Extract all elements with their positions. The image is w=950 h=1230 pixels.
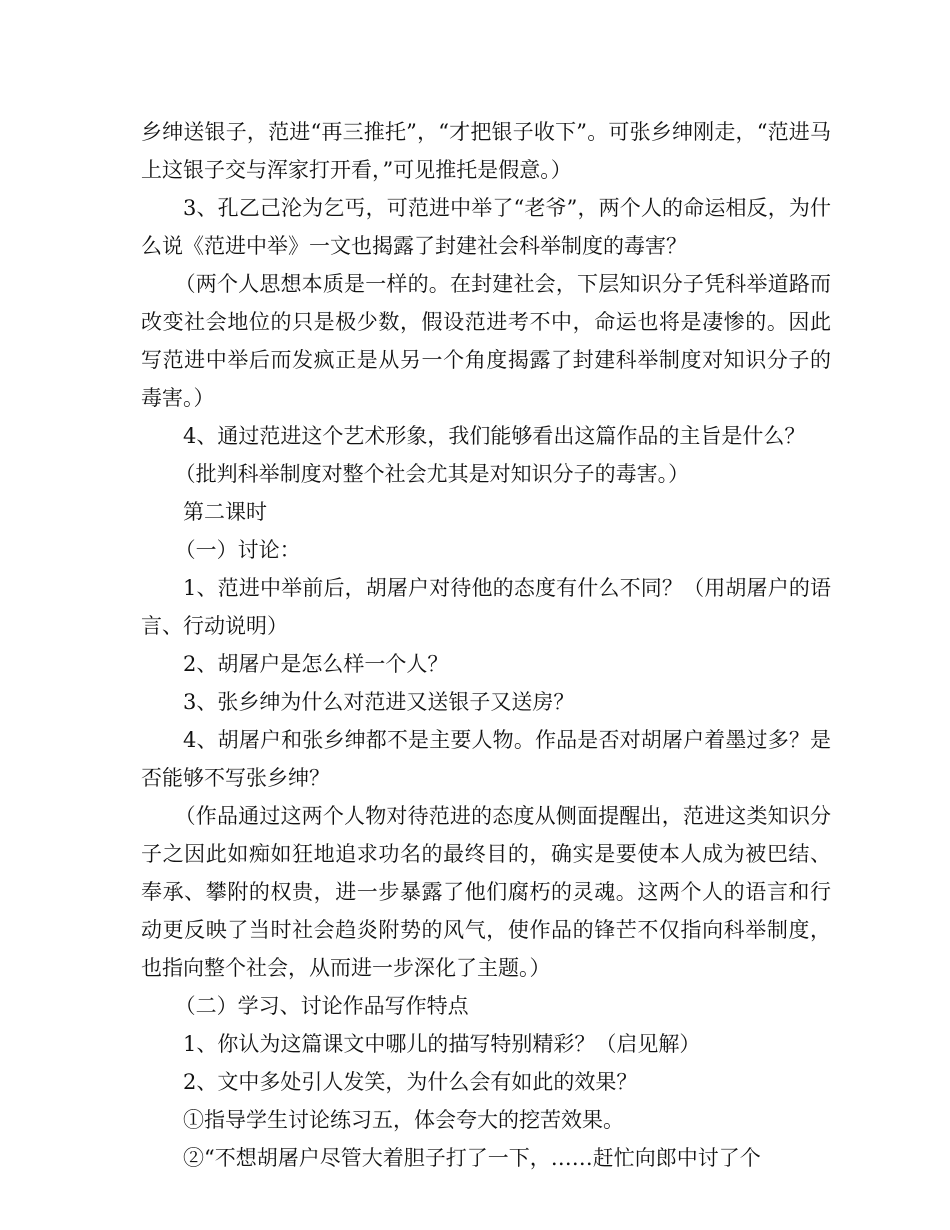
section-heading-lesson-2: 第二课时: [183, 500, 267, 524]
writing-subitem-1: ①指导学生讨论练习五，体会夸大的挖苦效果。: [183, 1108, 624, 1132]
discussion-item-2: 2、胡屠户是怎么样一个人？: [183, 652, 449, 676]
writing-subitem-2: ②“不想胡屠户尽管大着胆子打了一下，……赶忙向郎中讨了个: [183, 1146, 761, 1170]
paragraph-continuation: 乡绅送银子，范进“再三推托”，“才把银子收下”。可张乡绅刚走，“范进马上这银子交与浑家打开看，”可见推托是假意。）: [141, 120, 831, 182]
subheading-writing-features: （二）学习、讨论作品写作特点: [174, 994, 469, 1018]
question-4: 4、通过范进这个艺术形象，我们能够看出这篇作品的主旨是什么？: [183, 424, 806, 448]
writing-item-1: 1、你认为这篇课文中哪儿的描写特别精彩？（启见解）: [183, 1032, 701, 1056]
discussion-answer-4: （作品通过这两个人物对待范进的态度从侧面提醒出，范进这类知识分子之因此如痴如狂地追求功名的最终目的，确实是要使本人成为被巴结、奉承、攀附的权贵，进一步暴露了他们腐朽的灵魂。这两个人的语言和行动更反映了当时社会趋炎附势的风气，使作品的锋芒不仅指向科举制度，也指向整个社会，从而进一步深化了主题。）: [141, 804, 831, 980]
answer-4: （批判科举制度对整个社会尤其是对知识分子的毒害。）: [174, 462, 690, 486]
answer-3: （两个人思想本质是一样的。在封建社会，下层知识分子凭科举道路而改变社会地位的只是极少数，假设范进考不中，命运也将是凄惨的。因此写范进中举后而发疯正是从另一个角度揭露了封建科举制度对知识分子的毒害。）: [141, 272, 831, 410]
discussion-item-1: 1、范进中举前后，胡屠户对待他的态度有什么不同？（用胡屠户的语言、行动说明）: [141, 576, 831, 638]
discussion-item-4: 4、胡屠户和张乡绅都不是主要人物。作品是否对胡屠户着墨过多？是否能够不写张乡绅？: [141, 728, 831, 790]
document-body: [141, 113, 831, 1177]
writing-item-2: 2、文中多处引人发笑，为什么会有如此的效果？: [183, 1070, 638, 1094]
question-3: 3、孔乙己沦为乞丐，可范进中举了“老爷”，两个人的命运相反，为什么说《范进中举》一文也揭露了封建社会科举制度的毒害？: [141, 196, 831, 258]
subheading-discussion: （一）讨论：: [174, 538, 301, 562]
discussion-item-3: 3、张乡绅为什么对范进又送银子又送房？: [183, 690, 575, 714]
